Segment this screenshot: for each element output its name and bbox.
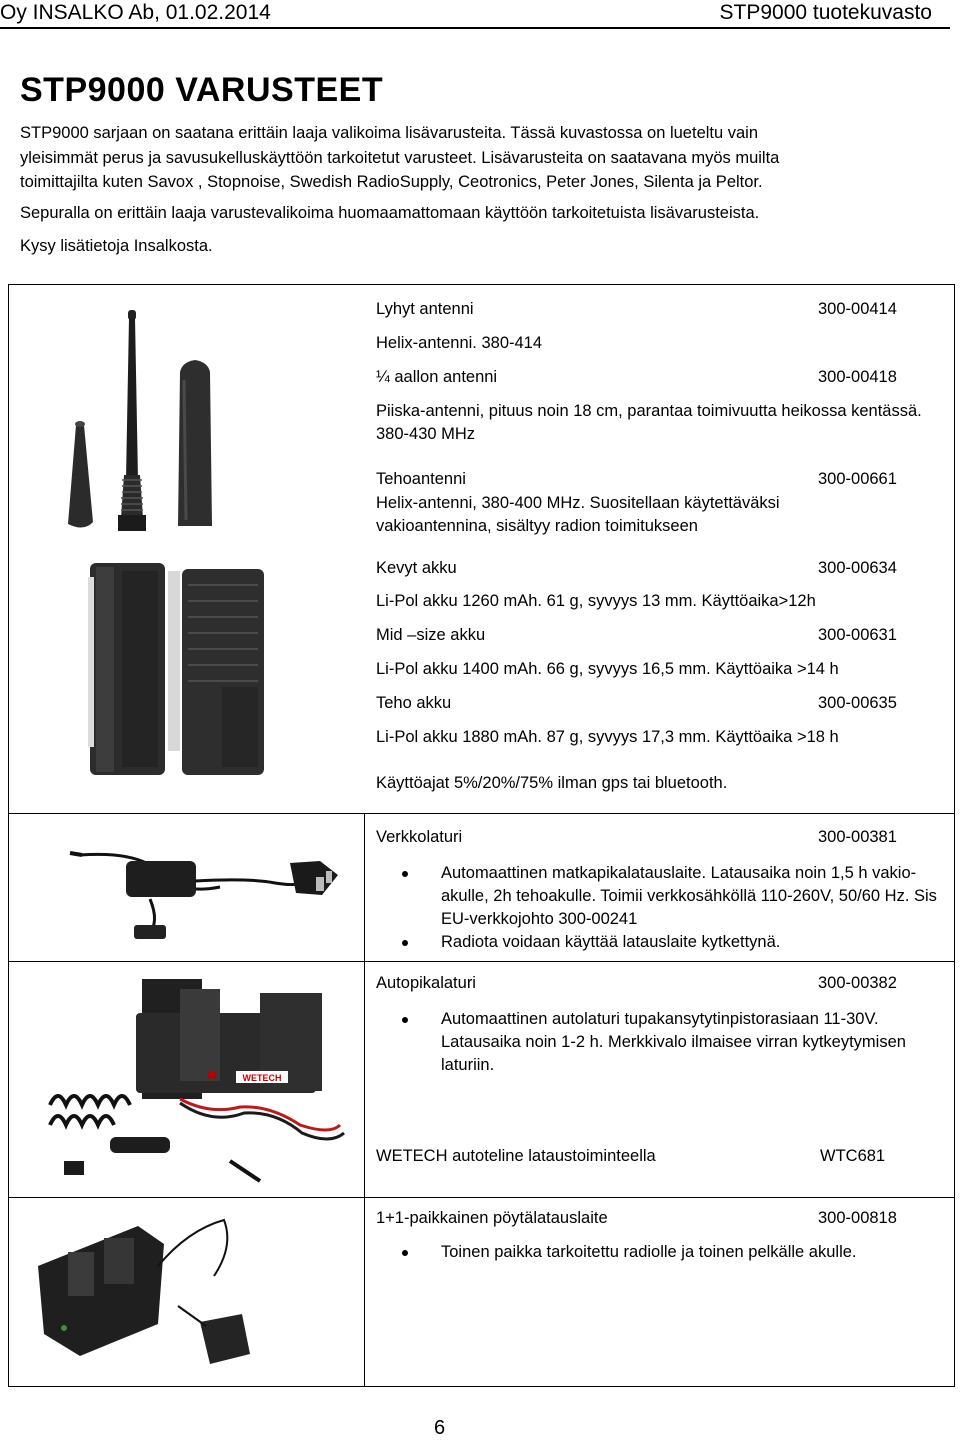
car-charger-name: Autopikalaturi — [376, 974, 476, 992]
list-item: Toinen paikka tarkoitettu radiolle ja toinen pelkälle akulle. — [376, 1241, 952, 1264]
power-battery-code: 300-00635 — [818, 694, 897, 712]
power-antenna-desc: Helix-antenni, 380-400 MHz. Suositellaan käytettäväksi vakioantennina, sisältyy radion toimitukseen — [376, 494, 780, 535]
short-antenna-icon — [68, 422, 93, 528]
intro-line: Sepuralla on erittäin laaja varustevalikoima huomaamattomaan käyttöön tarkoitetuista lisävarusteista. — [20, 203, 760, 222]
light-battery-desc: Li-Pol akku 1260 mAh. 61 g, syvyys 13 mm. Käyttöaika>12h — [376, 592, 816, 610]
header-divider — [0, 27, 950, 29]
desk-charger-image — [28, 1206, 258, 1376]
intro-text — [20, 121, 940, 259]
page-title: STP9000 VARUSTEET — [20, 71, 384, 109]
header-catalog-title: STP9000 tuotekuvasto — [719, 1, 932, 24]
column-divider — [364, 961, 365, 1197]
power-antenna-name: Tehoantenni — [376, 470, 466, 488]
power-antenna-code: 300-00661 — [818, 470, 897, 488]
car-charger-image — [30, 975, 360, 1190]
desk-charger-features — [376, 1241, 952, 1264]
page-header — [0, 0, 960, 28]
list-item: Automaattinen matkapikalatauslaite. Latausaika noin 1,5 h vakio-akulle, 2h tehoakulle. Toimii verkkosähköllä 110-260V, 50/60 Hz. Sis EU-verkkojohto 300-00241 — [376, 862, 952, 931]
mid-battery-name: Mid –size akku — [376, 626, 486, 644]
row-divider — [8, 813, 955, 814]
light-battery-name: Kevyt akku — [376, 559, 457, 577]
desk-charger-name: 1+1-paikkainen pöytälatauslaite — [376, 1209, 608, 1227]
intro-line: STP9000 sarjaan on saatana erittäin laaja valikoima lisävarusteita. Tässä kuvastossa on lueteltu vain — [20, 124, 759, 142]
mains-charger-image — [50, 833, 350, 953]
short-antenna-desc: Helix-antenni. 380-414 — [376, 334, 543, 352]
car-holder-name: WETECH autoteline lataustoiminteella — [376, 1147, 656, 1165]
row-divider — [8, 1197, 955, 1198]
power-battery-name: Teho akku — [376, 694, 452, 712]
power-adapter-icon — [126, 861, 196, 897]
page-number: 6 — [434, 1417, 446, 1439]
car-charger-features — [376, 1008, 952, 1077]
wetech-logo: WETECH — [242, 1073, 282, 1083]
light-battery-code: 300-00634 — [818, 559, 897, 577]
row-divider — [8, 961, 955, 962]
short-antenna-name: Lyhyt antenni — [376, 300, 474, 318]
power-battery-desc: Li-Pol akku 1880 mAh. 87 g, syvyys 17,3 mm. Käyttöaika >18 h — [376, 728, 839, 746]
mains-charger-name: Verkkolaturi — [376, 828, 463, 846]
column-divider — [364, 1197, 365, 1387]
desk-charger-icon — [38, 1226, 164, 1356]
car-holder-code: WTC681 — [820, 1147, 886, 1165]
quarter-antenna-name: ¼ aallon antenni — [376, 368, 498, 386]
battery-runtime-note: Käyttöajat 5%/20%/75% ilman gps tai bluetooth. — [376, 774, 728, 792]
battery-image — [82, 557, 282, 782]
mid-battery-code: 300-00631 — [818, 626, 897, 644]
intro-line: Kysy lisätietoja Insalkosta. — [20, 237, 213, 255]
intro-line: yleisimmät perus ja savusukelluskäyttöön tarkoitetut varusteet. Lisävarusteita on saatavana myös muilta — [20, 148, 780, 167]
mains-charger-code: 300-00381 — [818, 828, 897, 846]
column-divider — [364, 813, 365, 961]
mid-battery-desc: Li-Pol akku 1400 mAh. 66 g, syvyys 16,5 mm. Käyttöaika >14 h — [376, 660, 839, 678]
mains-charger-features — [376, 862, 952, 954]
wall-adapter-icon — [200, 1314, 250, 1364]
desk-charger-code: 300-00818 — [818, 1209, 897, 1227]
short-antenna-code: 300-00414 — [818, 300, 897, 318]
header-company-date: Oy INSALKO Ab, 01.02.2014 — [0, 1, 271, 24]
cigarette-plug-icon — [110, 1137, 170, 1153]
quarter-antenna-desc: Piiska-antenni, pituus noin 18 cm, parantaa toimivuutta heikossa kentässä. 380-430 MHz — [376, 402, 922, 443]
quarter-antenna-code: 300-00418 — [818, 368, 897, 386]
intro-line: toimittajilta kuten Savox , Stopnoise, Swedish RadioSupply, Ceotronics, Peter Jones, Silenta ja Peltor. — [20, 173, 763, 191]
antenna-image — [60, 300, 240, 540]
list-item: Automaattinen autolaturi tupakansytytinpistorasiaan 11-30V. Latausaika noin 1-2 h. Merkkivalo ilmaisee virran kytkeytymisen laturiin. — [376, 1008, 952, 1077]
list-item: Radiota voidaan käyttää latauslaite kytkettynä. — [376, 931, 952, 954]
car-charger-code: 300-00382 — [818, 974, 897, 992]
